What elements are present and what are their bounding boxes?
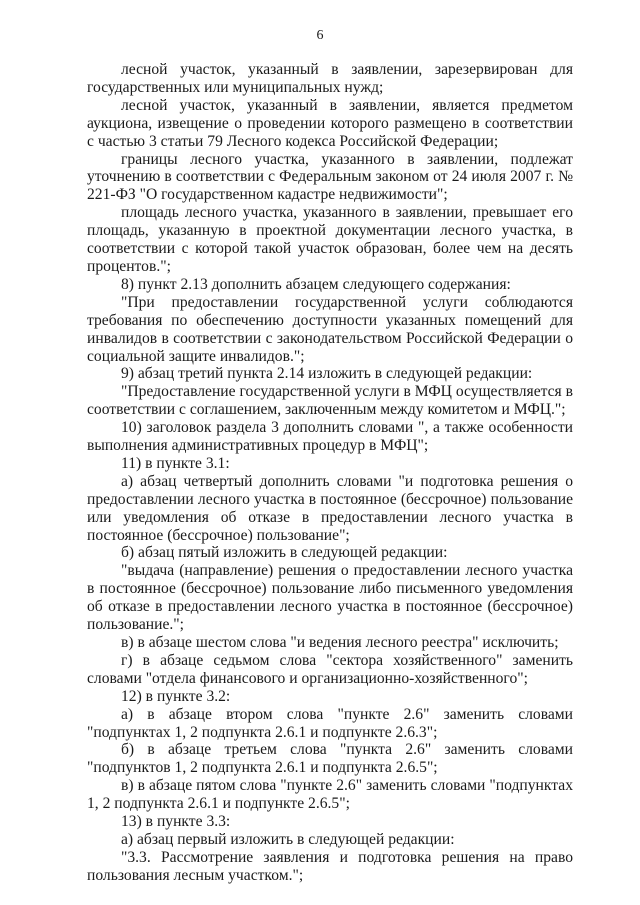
paragraph: лесной участок, указанный в заявлении, зарезервирован для государственных или муниципальных нужд; [87,61,573,96]
paragraph: "3.3. Рассмотрение заявления и подготовка решения на право пользования лесным участком."; [87,848,573,884]
paragraph: "Предоставление государственной услуги в МФЦ осуществляется в соответствии с соглашением, заключенным между комитетом и МФЦ."; [87,383,573,419]
paragraph: 9) абзац третий пункта 2.14 изложить в следующей редакции: [121,365,533,383]
paragraph: 11) в пункте 3.1: [121,454,230,472]
paragraph: в) в абзаце пятом слова "пункте 2.6" заменить словами "подпунктах 1, 2 подпункта 2.6.1 и подпункте 2.6.5"; [87,777,573,813]
paragraph: 12) в пункте 3.2: [121,687,231,705]
paragraph: в) в абзаце шестом слова "и ведения лесного реестра" исключить; [121,634,559,651]
paragraph: "При предоставлении государственной услуги соблюдаются требования по обеспечению доступности указанных помещений для инвалидов в соответствии с законодательством Российской Федерации о социальной защите инвалидов."; [87,293,573,365]
paragraph: 13) в пункте 3.3: [121,813,231,831]
paragraph: 10) заголовок раздела 3 дополнить словами ", а также особенности выполнения административных процедур в МФЦ"; [87,419,573,455]
paragraph: г) в абзаце седьмом слова "сектора хозяйственного" заменить словами "отдела финансового и организационно-хозяйственного"; [87,651,573,687]
paragraph: а) абзац первый изложить в следующей редакции: [121,830,455,848]
paragraph: лесной участок, указанный в заявлении, является предметом аукциона, извещение о проведении которого размещено в соответствии с частью 3 статьи 79 Лесного кодекса Российской Федерации; [87,96,573,150]
paragraph: а) в абзаце втором слова "пункте 2.6" заменить словами "подпунктах 1, 2 подпункта 2.6.1 и подпункте 2.6.3"; [87,705,573,741]
document-body [87,61,573,885]
paragraph: "выдача (направление) решения о предоставлении лесного участка в постоянное (бессрочное) пользование либо письменного уведомления об отказе в предоставлении лесного участка в постоянное (бессрочное) пользование."; [87,562,573,634]
paragraph: б) абзац пятый изложить в следующей редакции: [121,544,448,562]
paragraph: б) в абзаце третьем слова "пункта 2.6" заменить словами "подпунктов 1, 2 подпункта 2.6.1 и подпункта 2.6.5"; [87,741,573,777]
page-number: 6 [316,28,324,43]
paragraph: площадь лесного участка, указанного в заявлении, превышает его площадь, указанную в проектной документации лесного участка, в соответствии с которой такой участок образован, более чем на десять процентов."; [87,204,573,275]
paragraph: 8) пункт 2.13 дополнить абзацем следующего содержания: [121,275,511,293]
paragraph: а) абзац четвертый дополнить словами "и подготовка решения о предоставлении лесного участка в постоянное (бессрочное) пользование или уведомления об отказе в предоставлении лесного участка в постоянное (бессрочное) пользование"; [87,472,573,544]
paragraph: границы лесного участка, указанного в заявлении, подлежат уточнению в соответствии с Федеральным законом от 24 июля 2007 г. № 221-ФЗ "О государственном кадастре недвижимости"; [87,150,573,204]
